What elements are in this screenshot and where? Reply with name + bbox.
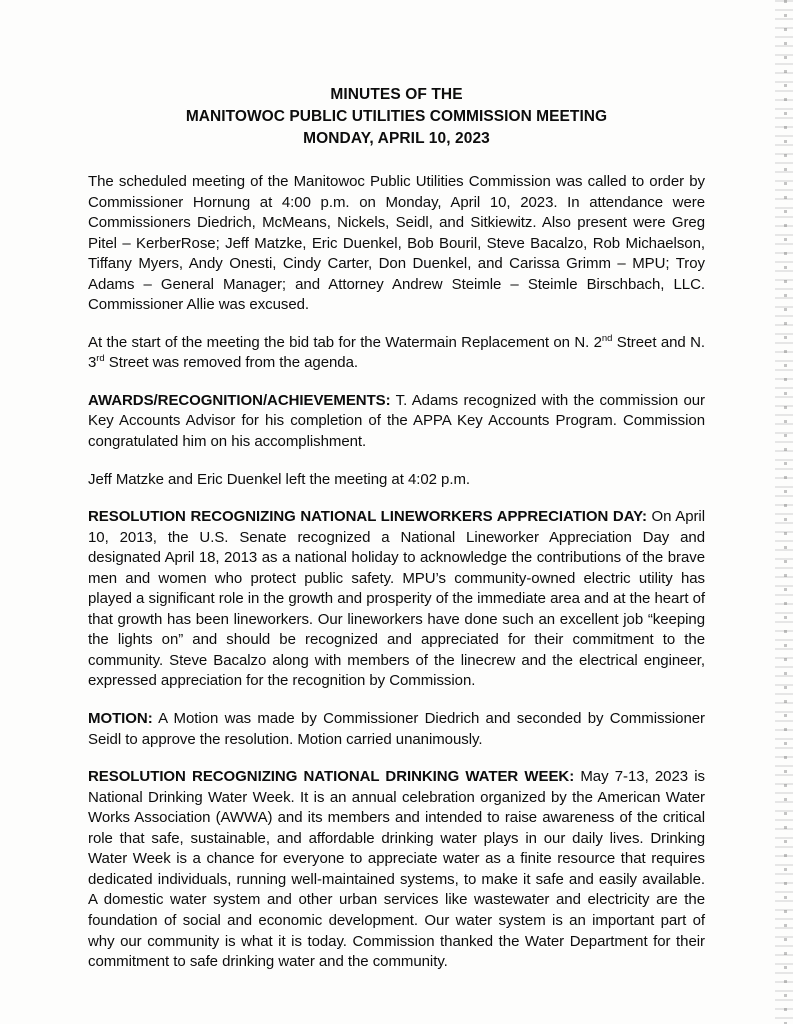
paragraph-resolution-lineworkers: [88, 507, 705, 692]
header-line-1: MINUTES OF THE: [330, 86, 463, 103]
header-line-2: MANITOWOC PUBLIC UTILITIES COMMISSION MEETING: [185, 108, 608, 125]
bid-tab-text-before: At the start of the meeting the bid tab for the Watermain Replacement on N. 2: [88, 333, 602, 351]
motion-text: A Motion was made by Commissioner Diedrich and seconded by Commissioner Seidl to approve the resolution. Motion carried unanimously.: [88, 710, 705, 748]
bid-tab-text-mid: Street and N. 3: [88, 333, 705, 372]
document-body: [88, 84, 705, 990]
resolution-drinking-water-text: May 7-13, 2023 is National Drinking Water Week. It is an annual celebration organized by the American Water Works Association (AWWA) and its members and intended to raise awareness of the critical role that safe, sustainable, and affordable drinking water plays in our daily lives. Drinking Water Week is a chance for everyone to appreciate water as a finite resource that requires dedicated individuals, running well-maintained systems, to make it safe and easily available. A domestic water system and other urban services like wastewater and electricity are the foundation of social and economic development. Our water system is an important part of why our community is what it is today. Commission thanked the Water Department for their commitment to safe drinking water and the community.: [88, 768, 705, 971]
resolution-lineworkers-text: On April 10, 2013, the U.S. Senate recognized a National Lineworker Appreciation Day and designated April 18, 2013 as a national holiday to acknowledge the contributions of the brave men and women who protect public safety. MPU’s community-owned electric utility has played a significant role in the growth and prosperity of the immediate area and at the heart of that growth has been lineworkers. Our lineworkers have done such an excellent job “keeping the lights on” and should be recognized and appreciated for their commitment to the community. Steve Bacalzo along with members of the linecrew and the electrical engineer, expressed appreciation for the recognition by Commission.: [88, 508, 705, 690]
motion-heading: MOTION:: [88, 710, 153, 728]
paragraph-motion-resolution: [88, 709, 705, 750]
awards-recognition-heading: AWARDS/RECOGNITION/ACHIEVEMENTS:: [88, 391, 391, 409]
paragraph-attendance-text: The scheduled meeting of the Manitowoc Public Utilities Commission was called to order by Commissioner Hornung at 4:00 p.m. on Monday, April 10, 2023. In attendance were Commissioners Diedrich, McMeans, Nickels, Seidl, and Sitkiewitz. Also present were Greg Pitel – KerberRose; Jeff Matzke, Eric Duenkel, Bob Bouril, Steve Bacalzo, Rob Michaelson, Tiffany Myers, Andy Onesti, Cindy Carter, Don Duenkel, and Carissa Grimm – MPU; Troy Adams – General Manager; and Attorney Andrew Steimle – Steimle Birschbach, LLC. Commissioner Allie was excused.: [88, 173, 705, 314]
resolution-drinking-water-heading: RESOLUTION RECOGNIZING NATIONAL DRINKING WATER WEEK:: [88, 768, 575, 786]
bid-tab-text-after: Street was removed from the agenda.: [104, 354, 358, 372]
paragraph-attendance: [88, 172, 705, 316]
ordinal-suffix-third: rd: [96, 353, 105, 365]
departures-text: Jeff Matzke and Eric Duenkel left the meeting at 4:02 p.m.: [88, 470, 471, 488]
scan-artifact-edge-inner: [784, 0, 787, 1024]
document-header: [88, 84, 705, 150]
paragraph-resolution-drinking-water: [88, 767, 705, 972]
paragraph-departures: [88, 470, 705, 491]
ordinal-suffix-second: nd: [601, 332, 613, 344]
paragraph-awards-recognition: [88, 391, 705, 453]
paragraph-bid-tab-removed: [88, 333, 705, 374]
awards-recognition-text: T. Adams recognized with the commission our Key Accounts Advisor for his completion of the APPA Key Accounts Program. Commission congratulated him on his accomplishment.: [88, 391, 705, 451]
header-line-3: MONDAY, APRIL 10, 2023: [303, 130, 490, 147]
resolution-lineworkers-heading: RESOLUTION RECOGNIZING NATIONAL LINEWORKERS APPRECIATION DAY:: [88, 508, 647, 526]
